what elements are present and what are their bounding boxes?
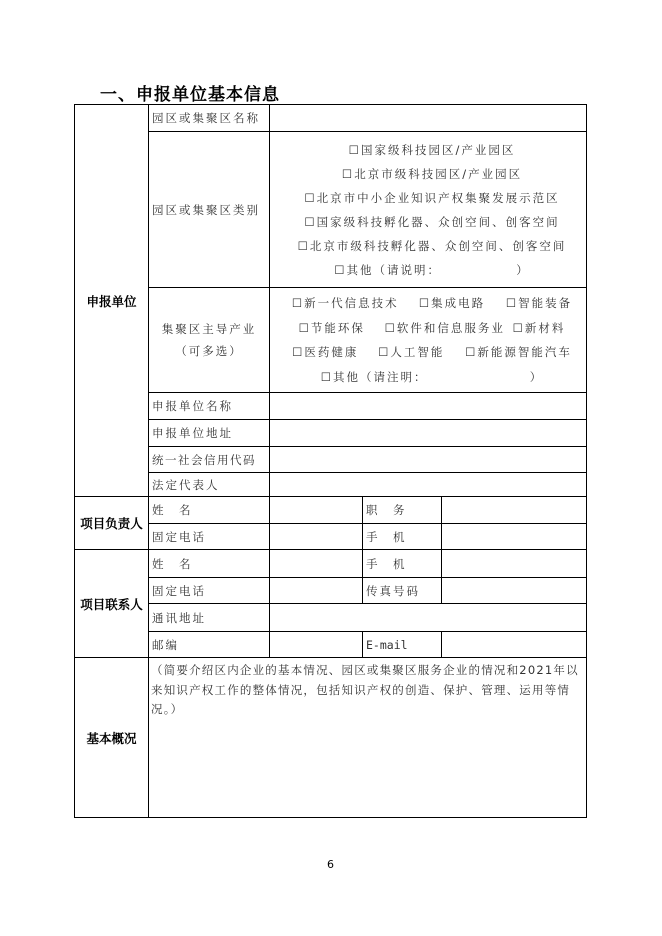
applicant-group-label: 申报单位 [74, 104, 149, 497]
credit-code-label: 统一社会信用代码 [148, 446, 270, 473]
industry-option[interactable]: ☐节能环保 [298, 320, 365, 335]
park-type-option[interactable]: ☐北京市级科技孵化器、众创空间、创客空间 [297, 238, 567, 253]
project-lead-label: 项目负责人 [74, 496, 149, 550]
contact-email-field[interactable] [441, 631, 587, 658]
unit-address-field[interactable] [269, 419, 587, 447]
park-type-option[interactable]: ☐国家级科技孵化器、众创空间、创客空间 [304, 214, 560, 229]
contact-postcode-field[interactable] [269, 631, 363, 658]
industry-sublabel: （可多选） [175, 344, 243, 358]
industry-label: 集聚区主导产业 [161, 322, 257, 336]
industry-option[interactable]: ☐医药健康 [292, 345, 359, 359]
unit-name-field[interactable] [269, 392, 587, 420]
industry-options [269, 287, 587, 393]
project-contact-label: 项目联系人 [74, 549, 149, 658]
contact-phone-field[interactable] [269, 577, 363, 604]
industry-option[interactable]: ☐新一代信息技术 [291, 296, 399, 310]
lead-name-field[interactable] [269, 496, 363, 524]
park-type-option[interactable]: ☐北京市中小企业知识产权集聚发展示范区 [304, 190, 560, 205]
credit-code-field[interactable] [269, 446, 587, 473]
contact-phone-label: 固定电话 [148, 577, 270, 604]
unit-address-label: 申报单位地址 [148, 419, 270, 447]
park-type-option[interactable]: ☐国家级科技园区/产业园区 [348, 142, 516, 157]
contact-name-label: 姓 名 [148, 549, 270, 578]
page-number: 6 [327, 858, 334, 871]
industry-option[interactable]: ☐智能装备 [505, 296, 573, 310]
park-name-field[interactable] [269, 104, 587, 132]
contact-name-field[interactable] [269, 549, 363, 578]
section-title: 一、申报单位基本信息 [100, 85, 280, 105]
unit-name-label: 申报单位名称 [148, 392, 270, 420]
park-name-label: 园区或集聚区名称 [148, 104, 270, 132]
legal-rep-field[interactable] [269, 472, 587, 497]
contact-email-label: E-mail [362, 631, 442, 658]
industry-label-cell [148, 287, 270, 393]
industry-option[interactable]: ☐新能源智能汽车 [465, 345, 572, 359]
lead-name-label: 姓 名 [148, 496, 270, 524]
lead-phone-label: 固定电话 [148, 523, 270, 550]
industry-option[interactable]: ☐人工智能 [378, 345, 445, 359]
industry-option[interactable]: ☐软件和信息服务业 [384, 320, 505, 335]
overview-hint: （简要介绍区内企业的基本情况、园区或集聚区服务企业的情况和2021年以来知识产权工作的整体情况，包括知识产权的创造、保护、管理、运用等情况。） [151, 663, 579, 716]
lead-mobile-field[interactable] [441, 523, 587, 550]
industry-option[interactable]: ☐集成电路 [418, 296, 486, 310]
legal-rep-label: 法定代表人 [148, 472, 270, 497]
lead-mobile-label: 手 机 [362, 523, 442, 550]
park-type-option[interactable]: ☐北京市级科技园区/产业园区 [341, 166, 523, 181]
industry-option[interactable]: ☐新材料 [512, 320, 566, 335]
park-type-options [269, 131, 587, 288]
overview-label: 基本概况 [74, 657, 149, 818]
overview-field[interactable] [148, 657, 587, 818]
contact-address-field[interactable] [269, 603, 587, 632]
park-type-option[interactable]: ☐其他（请说明： ） [334, 262, 530, 277]
lead-position-field[interactable] [441, 496, 587, 524]
park-type-label: 园区或集聚区类别 [148, 131, 270, 288]
lead-phone-field[interactable] [269, 523, 363, 550]
contact-mobile-field[interactable] [441, 549, 587, 578]
contact-fax-field[interactable] [441, 577, 587, 604]
industry-option[interactable]: ☐其他（请注明： ） [320, 369, 544, 384]
contact-postcode-label: 邮编 [148, 631, 270, 658]
contact-fax-label: 传真号码 [362, 577, 442, 604]
contact-mobile-label: 手 机 [362, 549, 442, 578]
contact-address-label: 通讯地址 [148, 603, 270, 632]
lead-position-label: 职 务 [362, 496, 442, 524]
